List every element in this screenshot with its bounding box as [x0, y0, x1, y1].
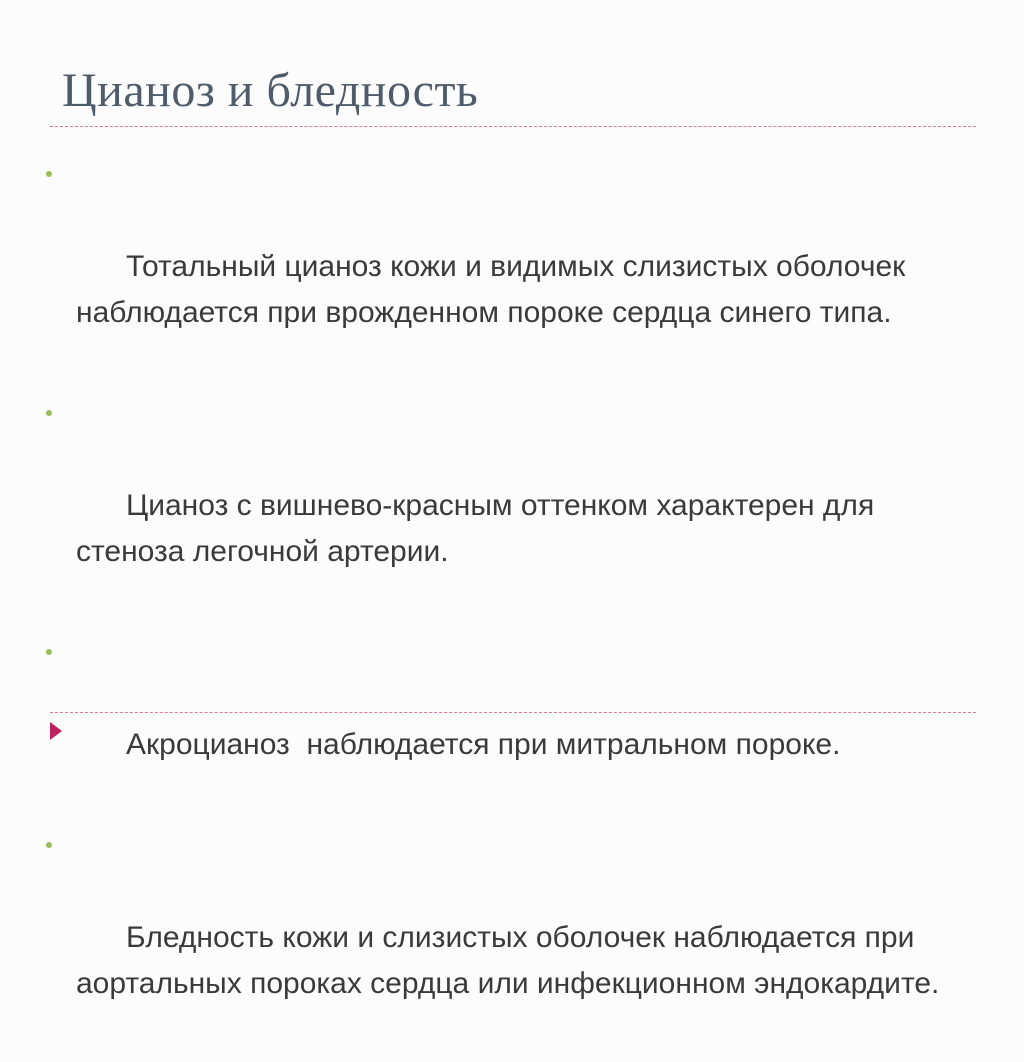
list-item — [40, 152, 990, 382]
list-item — [40, 630, 990, 814]
list-item — [40, 391, 990, 621]
footer-divider — [50, 712, 976, 713]
bullet-dot-icon — [46, 410, 52, 416]
bullet-dot-icon — [46, 649, 52, 655]
bullet-dot-icon — [46, 842, 52, 848]
bullet-dot-icon — [46, 171, 52, 177]
title-divider — [50, 126, 976, 127]
bullet-text: Цианоз с вишнево-красным оттенком характерен для стеноза легочной артерии. — [76, 489, 883, 568]
next-slide-arrow-icon[interactable] — [50, 722, 62, 740]
slide-title: Цианоз и бледность — [62, 64, 479, 117]
bullet-text: Бледность кожи и слизистых оболочек наблюдается при аортальных пороках сердца или инфекционном эндокардите. — [76, 921, 940, 1000]
list-item — [40, 823, 990, 1053]
bullet-text: Акроцианоз наблюдается при митральном пороке. — [126, 728, 841, 761]
bullet-text: Тотальный цианоз кожи и видимых слизистых оболочек наблюдается при врожденном пороке сердца синего типа. — [76, 250, 914, 329]
bullet-list — [40, 152, 990, 1062]
